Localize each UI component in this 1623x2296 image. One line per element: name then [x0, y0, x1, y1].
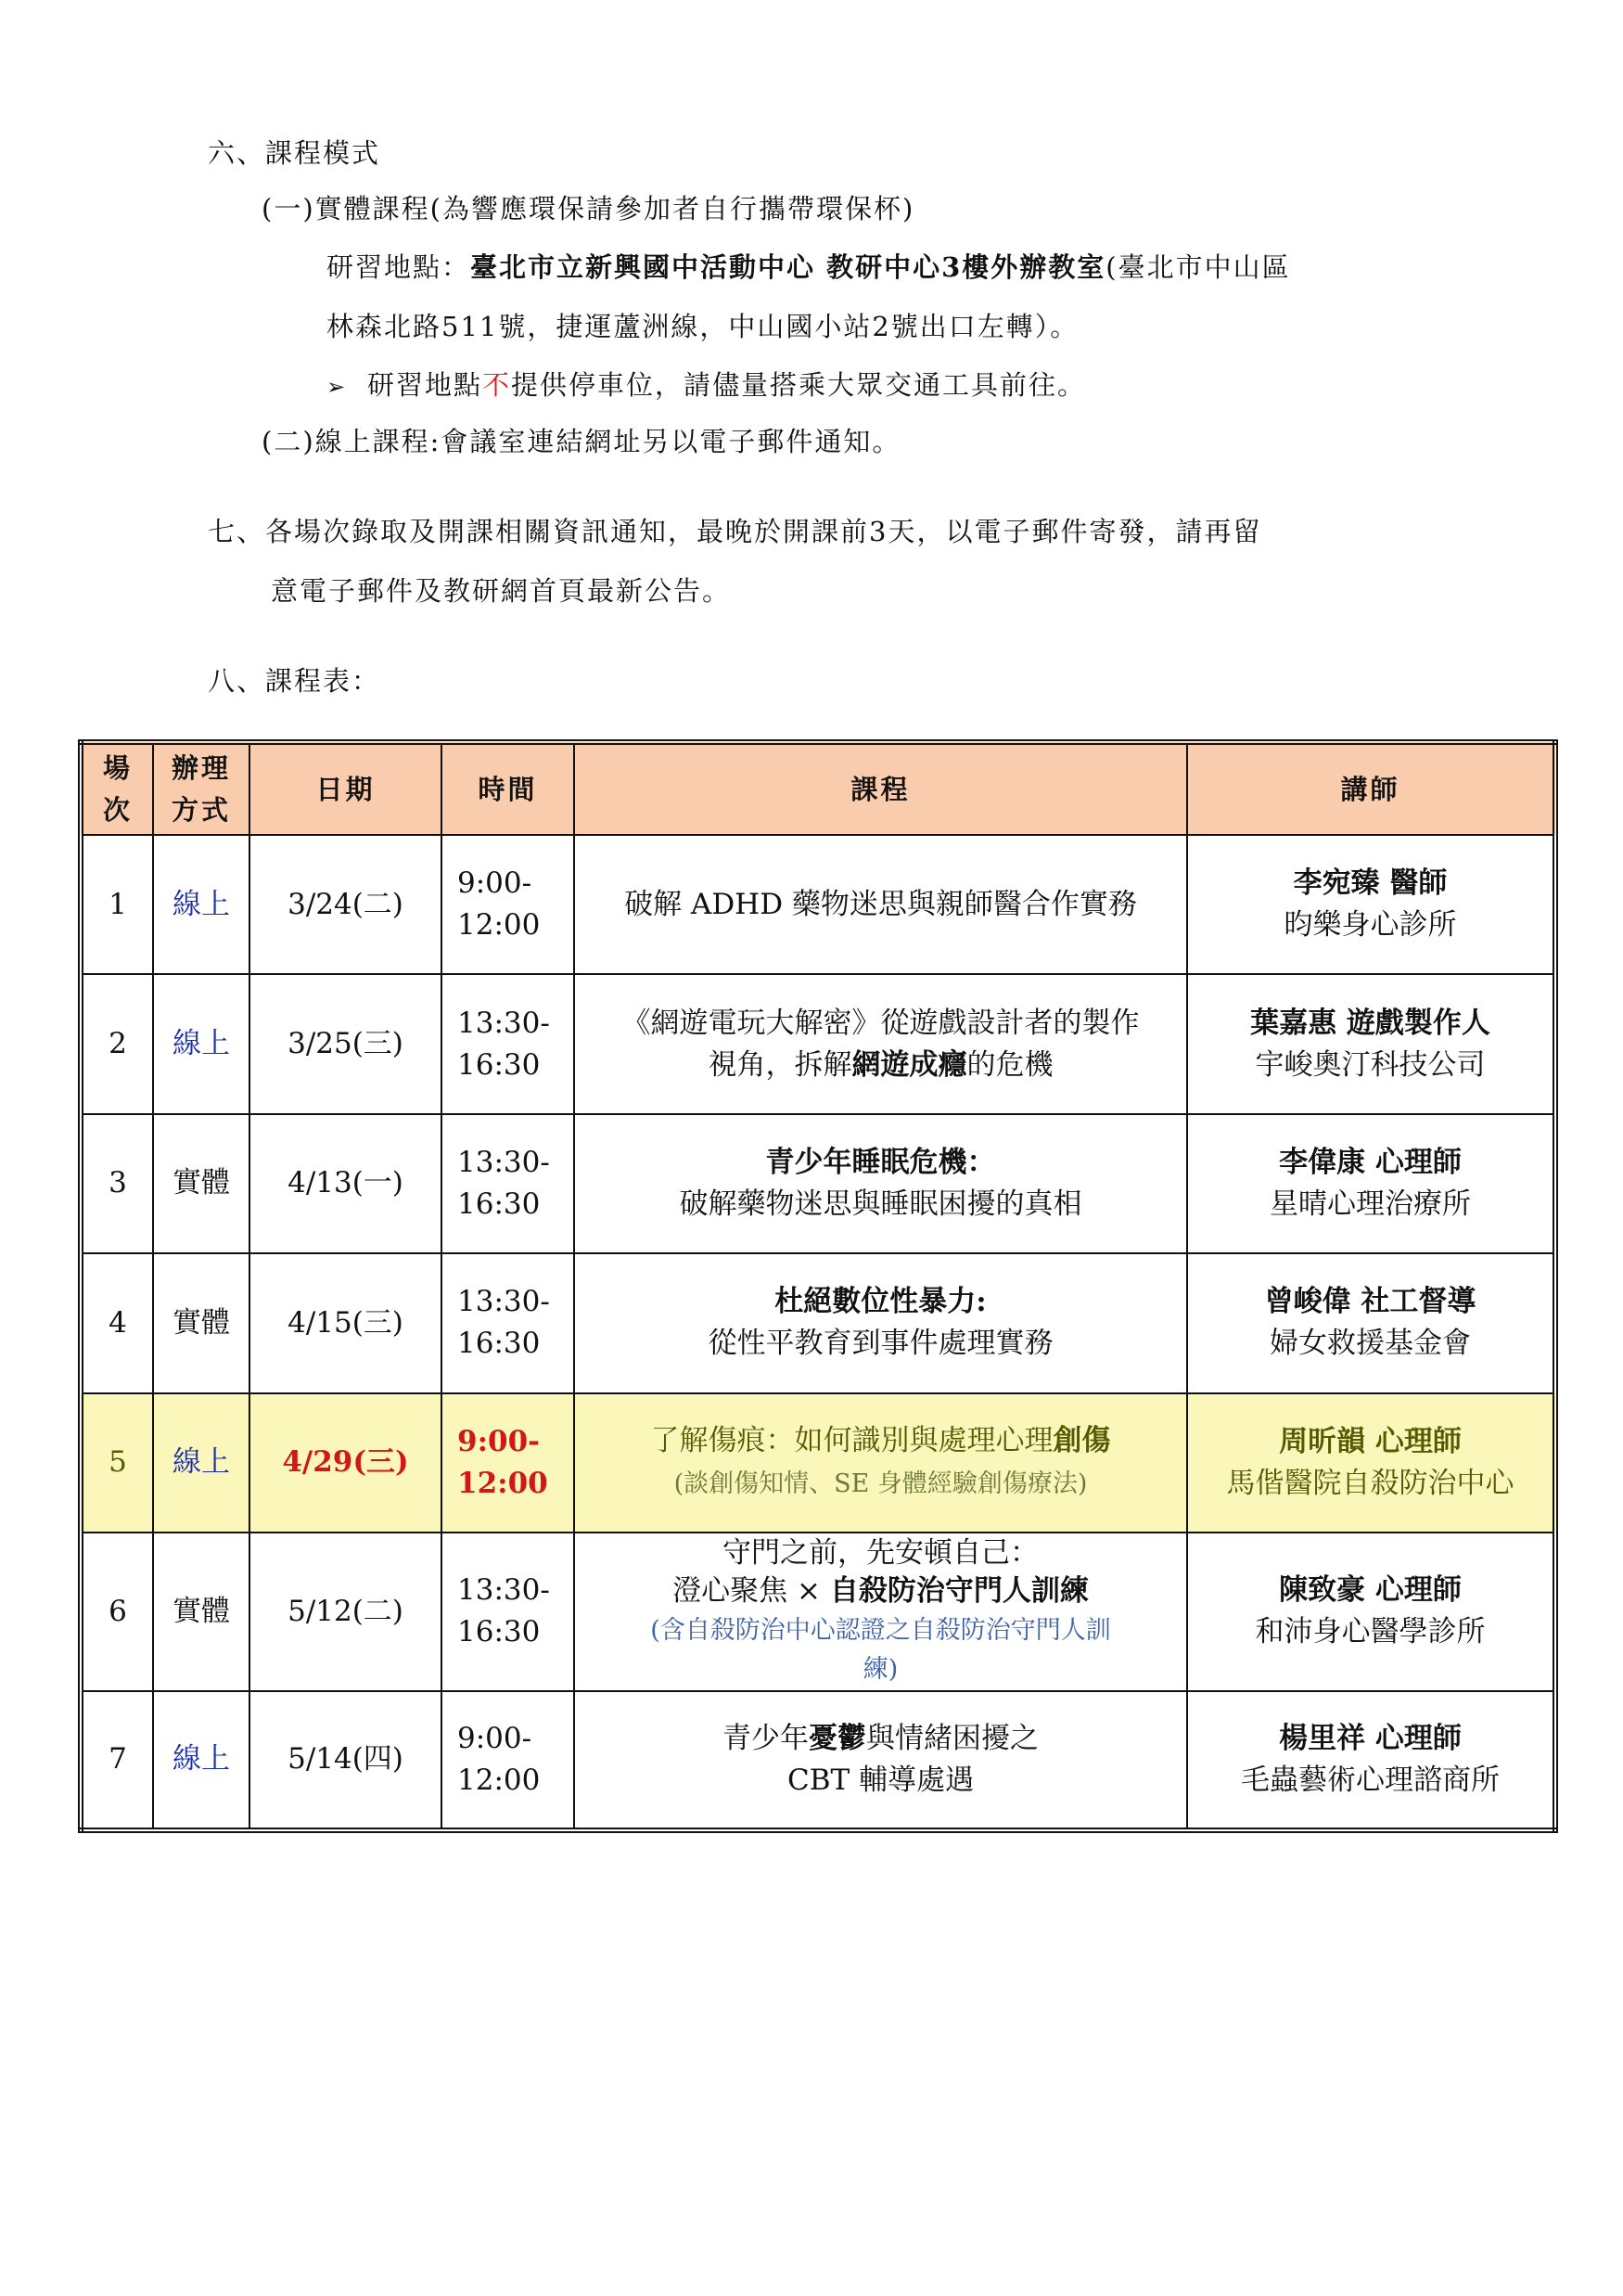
lecturer-name: 周昕韻 心理師	[1279, 1424, 1462, 1458]
course-cell: 破解 ADHD 藥物迷思與親師醫合作實務	[574, 835, 1187, 974]
table-row	[81, 1533, 1555, 1691]
lecturer-cell	[1187, 974, 1555, 1113]
session-number: 6	[81, 1533, 153, 1691]
lecturer-name: 楊里祥 心理師	[1279, 1721, 1462, 1755]
time-cell: 13:30- 16:30	[441, 1533, 574, 1691]
mode-cell: 實體	[153, 1114, 249, 1253]
time-cell: 9:00- 12:00	[441, 1691, 574, 1830]
physical-course-line: (一)實體課程(為響應環保請參加者自行攜帶環保杯)	[262, 193, 915, 224]
lecturer-org: 昀樂身心診所	[1284, 908, 1457, 943]
lecturer-cell	[1187, 1114, 1555, 1253]
arrow-bullet-icon: ➢	[326, 374, 348, 400]
date-cell: 4/13(一)	[249, 1114, 441, 1253]
section-6-title: 六、課程模式	[208, 137, 381, 169]
table-row	[81, 835, 1555, 974]
mode-cell: 線上	[153, 974, 249, 1113]
course-cell: 了解傷痕：如何識別與處理心理創傷 (談創傷知情、SE 身體經驗創傷療法)	[574, 1393, 1187, 1533]
lecturer-cell	[1187, 1393, 1555, 1533]
date-cell: 5/12(二)	[249, 1533, 441, 1691]
time-cell: 13:30- 16:30	[441, 1114, 574, 1253]
lecturer-cell	[1187, 1533, 1555, 1691]
lecturer-name: 曾峻偉 社工督導	[1264, 1285, 1476, 1319]
venue-address-line2: 林森北路511號，捷運蘆洲線，中山國小站2號出口左轉）。	[326, 311, 1080, 342]
mode-cell: 線上	[153, 1393, 249, 1533]
header-lecturer: 講師	[1187, 742, 1555, 835]
lecturer-name: 陳致豪 心理師	[1279, 1573, 1462, 1608]
lecturer-org: 星晴心理治療所	[1270, 1186, 1471, 1221]
session-number: 4	[81, 1253, 153, 1392]
section-8-title: 八、課程表：	[208, 665, 381, 697]
course-cell: 杜絕數位性暴力: 從性平教育到事件處理實務	[574, 1253, 1187, 1392]
time-cell: 9:00- 12:00	[441, 1393, 574, 1533]
course-cell: 《網遊電玩大解密》從遊戲設計者的製作 視角，拆解網遊成癮的危機	[574, 974, 1187, 1113]
venue-line	[326, 249, 1291, 286]
parking-post: 提供停車位，請儘量搭乘大眾交通工具前往。	[511, 369, 1087, 401]
parking-note	[326, 366, 1086, 405]
course-schedule-table	[78, 739, 1558, 1833]
venue-name: 臺北市立新興國中活動中心 教研中心3樓外辦教室	[470, 251, 1106, 283]
date-cell: 4/15(三)	[249, 1253, 441, 1392]
session-number: 2	[81, 974, 153, 1113]
table-header-row	[81, 742, 1555, 835]
header-session: 場 次	[81, 742, 153, 835]
venue-label: 研習地點：	[326, 251, 471, 283]
table-row-highlighted	[81, 1393, 1555, 1533]
mode-cell: 線上	[153, 835, 249, 974]
table-row	[81, 1114, 1555, 1253]
mode-cell: 實體	[153, 1253, 249, 1392]
lecturer-name: 李宛臻 醫師	[1293, 866, 1448, 901]
table-row	[81, 1253, 1555, 1392]
lecturer-org: 毛蟲藝術心理諮商所	[1241, 1763, 1500, 1797]
session-number: 5	[81, 1393, 153, 1533]
lecturer-org: 婦女救援基金會	[1270, 1327, 1471, 1361]
mode-cell: 線上	[153, 1691, 249, 1830]
time-cell: 13:30- 16:30	[441, 974, 574, 1113]
session-number: 3	[81, 1114, 153, 1253]
online-course-line: (二)線上課程:會議室連結網址另以電子郵件通知。	[262, 426, 901, 457]
time-cell: 13:30- 16:30	[441, 1253, 574, 1392]
session-number: 7	[81, 1691, 153, 1830]
parking-not: 不	[482, 369, 512, 401]
lecturer-name: 李偉康 心理師	[1279, 1145, 1462, 1179]
course-cell: 青少年睡眠危機： 破解藥物迷思與睡眠困擾的真相	[574, 1114, 1187, 1253]
date-cell: 3/25(三)	[249, 974, 441, 1113]
lecturer-name: 葉嘉惠 遊戲製作人	[1250, 1006, 1490, 1040]
lecturer-org: 馬偕醫院自殺防治中心	[1226, 1466, 1514, 1500]
lecturer-org: 宇峻奧汀科技公司	[1255, 1047, 1486, 1082]
section-7-line1: 七、各場次錄取及開課相關資訊通知，最晚於開課前3天，以電子郵件寄發，請再留	[208, 516, 1262, 547]
date-cell: 5/14(四)	[249, 1691, 441, 1830]
lecturer-cell	[1187, 835, 1555, 974]
mode-cell: 實體	[153, 1533, 249, 1691]
date-cell: 3/24(二)	[249, 835, 441, 974]
date-cell: 4/29(三)	[249, 1393, 441, 1533]
table-row	[81, 1691, 1555, 1830]
lecturer-cell	[1187, 1253, 1555, 1392]
header-date: 日期	[249, 742, 441, 835]
header-mode: 辦理 方式	[153, 742, 249, 835]
time-cell: 9:00- 12:00	[441, 835, 574, 974]
venue-address: (臺北市中山區	[1105, 251, 1291, 283]
lecturer-cell	[1187, 1691, 1555, 1830]
header-course: 課程	[574, 742, 1187, 835]
table-row	[81, 974, 1555, 1113]
section-7-line2: 意電子郵件及教研網首頁最新公告。	[271, 575, 732, 607]
session-number: 1	[81, 835, 153, 974]
parking-pre: 研習地點	[367, 369, 483, 401]
course-cell: 青少年憂鬱與情緒困擾之 CBT 輔導處遇	[574, 1691, 1187, 1830]
lecturer-org: 和沛身心醫學診所	[1255, 1615, 1486, 1649]
header-time: 時間	[441, 742, 574, 835]
course-cell: 守門之前，先安頓自己： 澄心聚焦 × 自殺防治守門人訓練 (含自殺防治中心認證之自殺防治守門人訓 練)	[574, 1533, 1187, 1691]
